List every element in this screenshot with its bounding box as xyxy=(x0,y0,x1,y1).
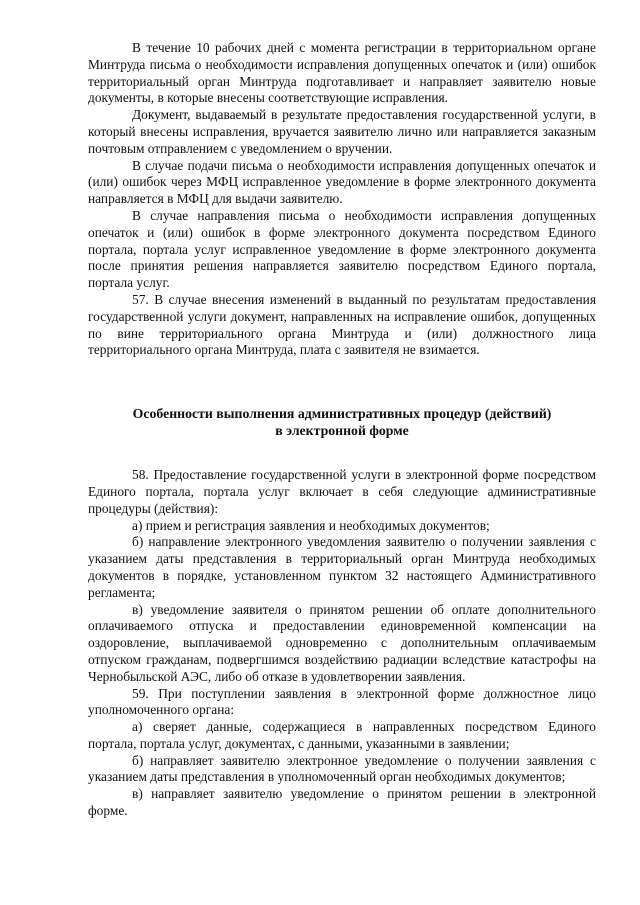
paragraph-mfc-submission: В случае подачи письма о необходимости исправления допущенных опечаток и (или) ошибок через МФЦ исправленное уведомление в форме электронного документа направляется в МФЦ для выдачи заявителю. xyxy=(88,157,596,207)
paragraph-item-58: 58. Предоставление государственной услуги в электронной форме посредством Единого портала, портала услуг включает в себя следующие административные процедуры (действия): xyxy=(88,467,596,516)
paragraph-58-a: а) прием и регистрация заявления и необходимых документов; xyxy=(132,517,490,533)
section-heading-line2: в электронной форме xyxy=(275,423,409,439)
paragraph-correction-deadline: В течение 10 рабочих дней с момента регистрации в территориальном органе Минтруда письма о необходимости исправления допущенных опечаток и (или) ошибок территориальный орган Минтруда подготавливает и направляет заявителю новые документы, в которые внесены соответствующие исправления. xyxy=(88,40,596,106)
document-page xyxy=(88,40,596,820)
paragraph-document-delivery: Документ, выдаваемый в результате предоставления государственной услуги, в который внесены исправления, вручается заявителю лично или направляется заказным почтовым отправлением с уведомлением о вручении. xyxy=(88,107,596,156)
paragraph-59-b: б) направляет заявителю электронное уведомление о получении заявления с указанием даты представления в уполномоченный орган необходимых документов; xyxy=(88,752,596,785)
paragraph-59-a: а) сверяет данные, содержащиеся в направленных посредством Единого портала, портала услуг, документах, с данными, указанными в заявлении; xyxy=(88,719,596,751)
section-heading-line1: Особенности выполнения административных процедур (действий) xyxy=(132,406,552,422)
paragraph-58-c: в) уведомление заявителя о принятом решении об оплате дополнительного оплачиваемого отпуска и предоставлении единовременной компенсации на оздоровление, выплачиваемой одновременно с дополнительным оплачиваемым отпуском гражданам, подвергшимся воздействию радиации вследствие катастрофы на Чернобыльской АЭС, либо об отказе в удовлетворении заявления. xyxy=(88,601,596,684)
paragraph-59-c: в) направляет заявителю уведомление о принятом решении в электронной форме. xyxy=(88,786,596,819)
paragraph-portal-submission: В случае направления письма о необходимости исправления допущенных опечаток и (или) ошибок в форме электронного документа посредством Единого портала, портала услуг исправленное уведомление в форме электронного документа после принятия решения направляется заявителю посредством Единого портала, портала услуг. xyxy=(88,207,596,291)
paragraph-58-b: б) направление электронного уведомления заявителю о получении заявления с указанием даты представления в территориальный орган Минтруда необходимых документов в порядке, установленном пунктом 32 настоящего Административного регламента; xyxy=(88,534,596,600)
paragraph-item-57: 57. В случае внесения изменений в выданный по результатам предоставления государственной услуги документ, направленных на исправление ошибок, допущенных по вине территориального органа Минтруда и (или) должностного лица территориального органа Минтруда, плата с заявителя не взимается. xyxy=(88,291,596,358)
paragraph-item-59: 59. При поступлении заявления в электронной форме должностное лицо уполномоченного органа: xyxy=(88,685,596,718)
section-heading xyxy=(88,405,596,439)
